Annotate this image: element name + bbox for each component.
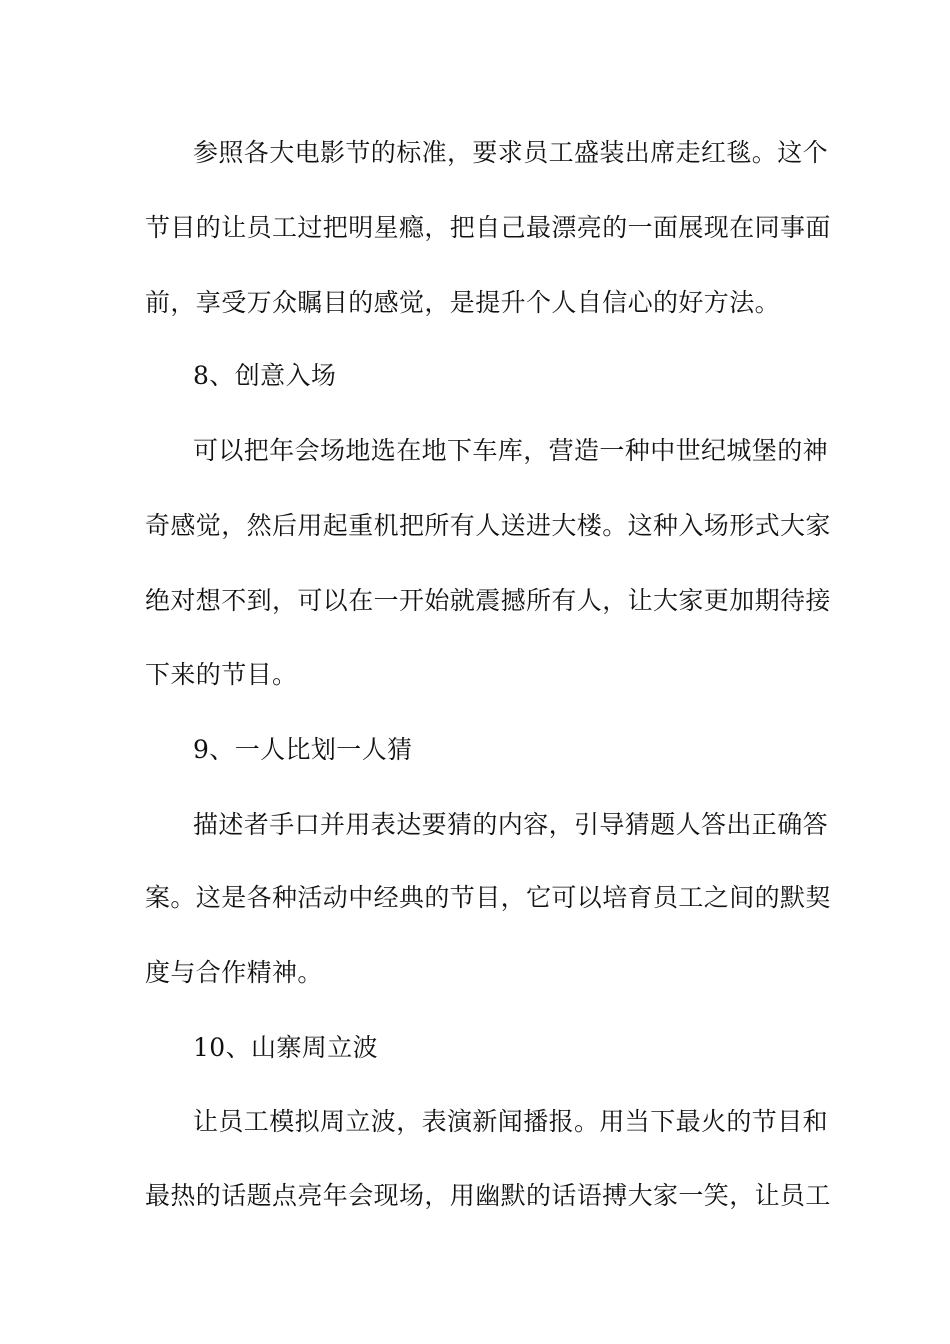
paragraph-line: 描述者手口并用表达要猜的内容，引导猜题人答出正确答 [193, 810, 829, 839]
paragraph-line: 前，享受万众瞩目的感觉，是提升个人自信心的好方法。 [145, 288, 781, 317]
paragraph-line: 度与合作精神。 [145, 958, 323, 987]
section-heading: 9、一人比划一人猜 [193, 735, 413, 764]
paragraph-line: 奇感觉，然后用起重机把所有人送进大楼。这种入场形式大家 [145, 511, 831, 540]
paragraph-line: 案。这是各种活动中经典的节目，它可以培育员工之间的默契 [145, 883, 831, 912]
paragraph-line: 绝对想不到，可以在一开始就震撼所有人，让大家更加期待接 [145, 586, 831, 615]
paragraph-line: 参照各大电影节的标准，要求员工盛装出席走红毯。这个 [193, 138, 829, 167]
paragraph-line: 最热的话题点亮年会现场，用幽默的话语搏大家一笑，让员工 [145, 1181, 831, 1210]
paragraph-line: 可以把年会场地选在地下车库，营造一种中世纪城堡的神 [193, 436, 829, 465]
paragraph-line: 节目的让员工过把明星瘾，把自己最漂亮的一面展现在同事面 [145, 213, 831, 242]
section-heading: 10、山寨周立波 [193, 1033, 379, 1062]
section-heading: 8、创意入场 [193, 361, 337, 390]
paragraph-line: 下来的节目。 [145, 660, 298, 689]
paragraph-line: 让员工模拟周立波，表演新闻播报。用当下最火的节目和 [193, 1107, 829, 1136]
